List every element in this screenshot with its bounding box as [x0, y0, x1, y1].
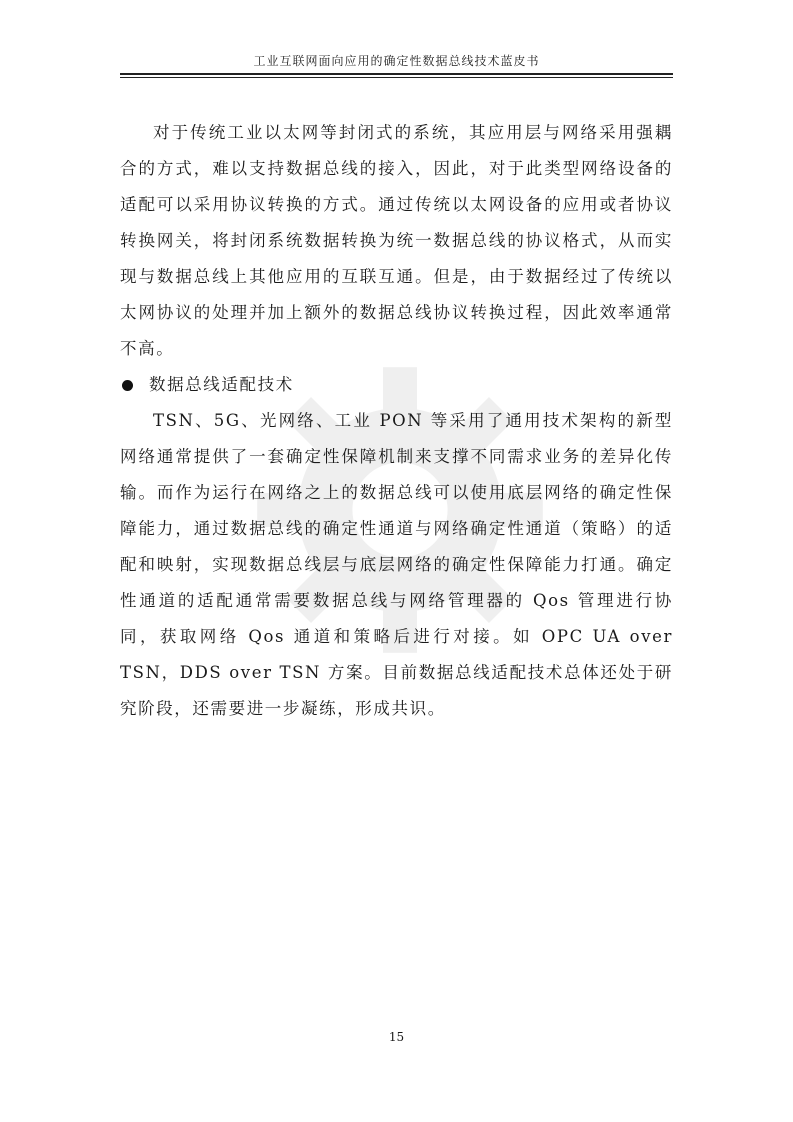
- page-number: 15: [388, 1030, 405, 1044]
- bullet-dot-icon: [122, 380, 133, 391]
- bullet-heading-text: 数据总线适配技术: [149, 375, 294, 394]
- paragraph-protocol-conversion: 对于传统工业以太网等封闭式的系统，其应用层与网络采用强耦合的方式，难以支持数据总线的接入，因此，对于此类型网络设备的适配可以采用协议转换的方式。通过传统以太网设备的应用或者协议转换网关，将封闭系统数据转换为统一数据总线的协议格式，从而实现与数据总线上其他应用的互联互通。但是，由于数据经过了传统以太网协议的处理并加上额外的数据总线协议转换过程，因此效率通常不高。: [120, 123, 673, 358]
- bullet-heading: [120, 367, 673, 403]
- paragraph-bus-adaptation: TSN、5G、光网络、工业 PON 等采用了通用技术架构的新型网络通常提供了一套确定性保障机制来支撑不同需求业务的差异化传输。而作为运行在网络之上的数据总线可以使用底层网络的确定性保障能力，通过数据总线的确定性通道与网络确定性通道（策略）的适配和映射，实现数据总线层与底层网络的确定性保障能力打通。确定性通道的适配通常需要数据总线与网络管理器的 Qos 管理进行协同，获取网络 Qos 通道和策略后进行对接。如 OPC UA over TSN，DDS over TSN 方案。目前数据总线适配技术总体还处于研究阶段，还需要进一步凝练，形成共识。: [120, 411, 673, 718]
- header-title: 工业互联网面向应用的确定性数据总线技术蓝皮书: [253, 54, 540, 68]
- document-body: [120, 115, 673, 727]
- header-rule-thick: [120, 73, 673, 75]
- header-rule-thin: [120, 77, 673, 78]
